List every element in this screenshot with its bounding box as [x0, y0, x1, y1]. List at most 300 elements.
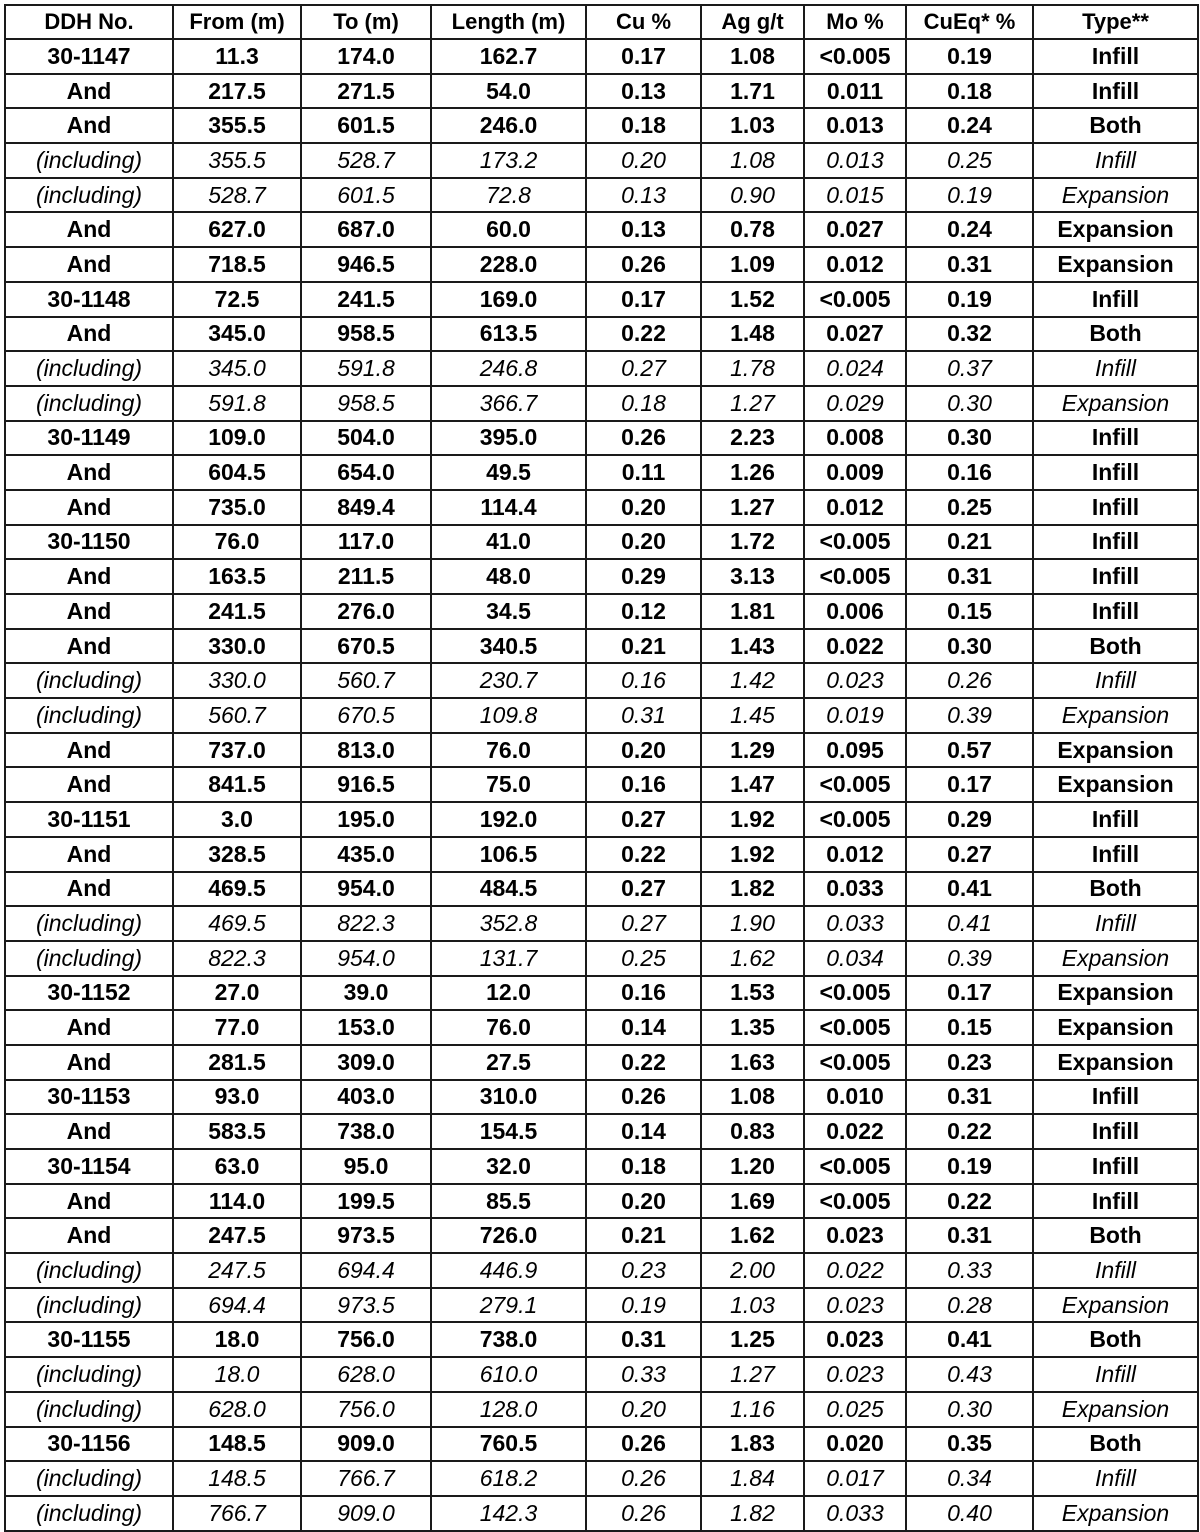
table-row-including: [5, 143, 1198, 178]
cell-to: 813.0: [301, 733, 431, 768]
cell-cueq: 0.26: [906, 663, 1033, 698]
cell-ddh-no: And: [5, 594, 173, 629]
cell-cu: 0.26: [586, 421, 701, 456]
cell-type: Infill: [1033, 1184, 1198, 1219]
cell-length: 246.8: [431, 351, 586, 386]
cell-from: 718.5: [173, 247, 301, 282]
cell-ddh-no: 30-1147: [5, 39, 173, 74]
cell-ddh-no: And: [5, 1184, 173, 1219]
cell-to: 211.5: [301, 559, 431, 594]
cell-to: 954.0: [301, 872, 431, 907]
cell-length: 12.0: [431, 976, 586, 1011]
cell-cueq: 0.15: [906, 1010, 1033, 1045]
cell-type: Infill: [1033, 559, 1198, 594]
cell-cu: 0.26: [586, 1080, 701, 1115]
cell-mo: 0.012: [804, 490, 906, 525]
cell-length: 738.0: [431, 1322, 586, 1357]
table-row: [5, 282, 1198, 317]
cell-length: 230.7: [431, 663, 586, 698]
cell-cu: 0.16: [586, 976, 701, 1011]
cell-from: 114.0: [173, 1184, 301, 1219]
cell-cueq: 0.18: [906, 74, 1033, 109]
table-row: [5, 39, 1198, 74]
cell-mo: 0.033: [804, 1496, 906, 1531]
cell-mo: <0.005: [804, 282, 906, 317]
header-from: From (m): [173, 5, 301, 39]
cell-type: Expansion: [1033, 212, 1198, 247]
cell-type: Infill: [1033, 906, 1198, 941]
cell-from: 355.5: [173, 143, 301, 178]
cell-mo: 0.022: [804, 1114, 906, 1149]
cell-ag: 1.53: [701, 976, 804, 1011]
cell-ag: 1.45: [701, 698, 804, 733]
cell-cueq: 0.30: [906, 386, 1033, 421]
cell-length: 75.0: [431, 767, 586, 802]
cell-mo: 0.034: [804, 941, 906, 976]
cell-from: 627.0: [173, 212, 301, 247]
cell-type: Infill: [1033, 1114, 1198, 1149]
cell-mo: 0.025: [804, 1392, 906, 1427]
cell-cueq: 0.15: [906, 594, 1033, 629]
cell-ag: 3.13: [701, 559, 804, 594]
cell-type: Infill: [1033, 74, 1198, 109]
cell-from: 163.5: [173, 559, 301, 594]
table-row: [5, 1080, 1198, 1115]
cell-from: 18.0: [173, 1322, 301, 1357]
header-to: To (m): [301, 5, 431, 39]
cell-ddh-no: (including): [5, 906, 173, 941]
cell-mo: 0.033: [804, 906, 906, 941]
cell-to: 756.0: [301, 1322, 431, 1357]
cell-length: 618.2: [431, 1461, 586, 1496]
cell-ddh-no: And: [5, 455, 173, 490]
cell-to: 153.0: [301, 1010, 431, 1045]
cell-ddh-no: And: [5, 733, 173, 768]
table-row: [5, 1010, 1198, 1045]
cell-length: 395.0: [431, 421, 586, 456]
cell-ag: 1.08: [701, 143, 804, 178]
table-row: [5, 455, 1198, 490]
cell-cu: 0.18: [586, 1149, 701, 1184]
cell-from: 345.0: [173, 317, 301, 352]
cell-to: 39.0: [301, 976, 431, 1011]
cell-type: Expansion: [1033, 733, 1198, 768]
table-row: [5, 421, 1198, 456]
cell-from: 469.5: [173, 906, 301, 941]
cell-ddh-no: (including): [5, 178, 173, 213]
cell-ag: 1.16: [701, 1392, 804, 1427]
cell-mo: <0.005: [804, 39, 906, 74]
cell-length: 32.0: [431, 1149, 586, 1184]
cell-type: Expansion: [1033, 698, 1198, 733]
cell-ag: 1.03: [701, 108, 804, 143]
cell-length: 279.1: [431, 1288, 586, 1323]
cell-cu: 0.13: [586, 212, 701, 247]
table-row-including: [5, 178, 1198, 213]
cell-cueq: 0.25: [906, 143, 1033, 178]
cell-cueq: 0.17: [906, 767, 1033, 802]
table-row: [5, 1114, 1198, 1149]
cell-mo: <0.005: [804, 1045, 906, 1080]
cell-type: Both: [1033, 1218, 1198, 1253]
cell-ag: 1.52: [701, 282, 804, 317]
cell-to: 909.0: [301, 1496, 431, 1531]
cell-ddh-no: And: [5, 767, 173, 802]
cell-ddh-no: (including): [5, 143, 173, 178]
cell-to: 670.5: [301, 629, 431, 664]
cell-mo: 0.012: [804, 247, 906, 282]
table-row: [5, 212, 1198, 247]
cell-cueq: 0.31: [906, 559, 1033, 594]
cell-from: 694.4: [173, 1288, 301, 1323]
cell-to: 271.5: [301, 74, 431, 109]
table-row-including: [5, 941, 1198, 976]
table-row-including: [5, 1288, 1198, 1323]
cell-cueq: 0.21: [906, 525, 1033, 560]
cell-ag: 1.29: [701, 733, 804, 768]
cell-from: 330.0: [173, 629, 301, 664]
cell-ag: 1.82: [701, 1496, 804, 1531]
cell-type: Both: [1033, 629, 1198, 664]
cell-cu: 0.22: [586, 1045, 701, 1080]
cell-cueq: 0.25: [906, 490, 1033, 525]
cell-to: 694.4: [301, 1253, 431, 1288]
cell-mo: 0.024: [804, 351, 906, 386]
cell-length: 340.5: [431, 629, 586, 664]
cell-cu: 0.19: [586, 1288, 701, 1323]
cell-cu: 0.20: [586, 733, 701, 768]
cell-mo: <0.005: [804, 976, 906, 1011]
cell-cueq: 0.31: [906, 1218, 1033, 1253]
cell-to: 117.0: [301, 525, 431, 560]
cell-cueq: 0.24: [906, 108, 1033, 143]
cell-cu: 0.14: [586, 1114, 701, 1149]
cell-mo: 0.010: [804, 1080, 906, 1115]
cell-ag: 1.43: [701, 629, 804, 664]
cell-to: 766.7: [301, 1461, 431, 1496]
cell-mo: <0.005: [804, 559, 906, 594]
cell-from: 822.3: [173, 941, 301, 976]
table-row: [5, 629, 1198, 664]
cell-ag: 1.72: [701, 525, 804, 560]
table-row: [5, 490, 1198, 525]
cell-cueq: 0.29: [906, 802, 1033, 837]
cell-cueq: 0.39: [906, 698, 1033, 733]
cell-to: 756.0: [301, 1392, 431, 1427]
table-row: [5, 594, 1198, 629]
cell-to: 276.0: [301, 594, 431, 629]
cell-ddh-no: And: [5, 629, 173, 664]
table-row: [5, 872, 1198, 907]
cell-to: 628.0: [301, 1357, 431, 1392]
cell-to: 601.5: [301, 178, 431, 213]
cell-ag: 1.26: [701, 455, 804, 490]
cell-to: 687.0: [301, 212, 431, 247]
cell-from: 355.5: [173, 108, 301, 143]
cell-mo: 0.009: [804, 455, 906, 490]
cell-from: 628.0: [173, 1392, 301, 1427]
table-body: [5, 39, 1198, 1531]
cell-type: Expansion: [1033, 386, 1198, 421]
cell-ag: 2.00: [701, 1253, 804, 1288]
cell-type: Infill: [1033, 594, 1198, 629]
cell-cueq: 0.24: [906, 212, 1033, 247]
cell-ag: 1.62: [701, 1218, 804, 1253]
cell-ag: 1.03: [701, 1288, 804, 1323]
table-row-including: [5, 906, 1198, 941]
cell-ag: 1.71: [701, 74, 804, 109]
cell-from: 247.5: [173, 1218, 301, 1253]
cell-ddh-no: 30-1154: [5, 1149, 173, 1184]
header-cueq: CuEq* %: [906, 5, 1033, 39]
cell-from: 72.5: [173, 282, 301, 317]
cell-length: 228.0: [431, 247, 586, 282]
cell-ddh-no: 30-1151: [5, 802, 173, 837]
cell-ddh-no: 30-1149: [5, 421, 173, 456]
cell-mo: 0.023: [804, 1288, 906, 1323]
cell-from: 63.0: [173, 1149, 301, 1184]
cell-type: Infill: [1033, 282, 1198, 317]
cell-ag: 1.42: [701, 663, 804, 698]
header-mo: Mo %: [804, 5, 906, 39]
cell-cueq: 0.41: [906, 872, 1033, 907]
cell-cueq: 0.43: [906, 1357, 1033, 1392]
cell-length: 310.0: [431, 1080, 586, 1115]
cell-length: 352.8: [431, 906, 586, 941]
cell-type: Expansion: [1033, 976, 1198, 1011]
cell-to: 916.5: [301, 767, 431, 802]
cell-ddh-no: And: [5, 872, 173, 907]
header-ag: Ag g/t: [701, 5, 804, 39]
cell-from: 76.0: [173, 525, 301, 560]
cell-mo: <0.005: [804, 1149, 906, 1184]
cell-cueq: 0.33: [906, 1253, 1033, 1288]
header-cu: Cu %: [586, 5, 701, 39]
cell-ddh-no: (including): [5, 663, 173, 698]
cell-to: 946.5: [301, 247, 431, 282]
cell-length: 48.0: [431, 559, 586, 594]
table-row-including: [5, 698, 1198, 733]
table-row: [5, 1045, 1198, 1080]
cell-cu: 0.21: [586, 1218, 701, 1253]
cell-ddh-no: (including): [5, 1496, 173, 1531]
cell-mo: <0.005: [804, 1184, 906, 1219]
cell-ag: 0.90: [701, 178, 804, 213]
cell-cueq: 0.31: [906, 1080, 1033, 1115]
cell-cu: 0.27: [586, 906, 701, 941]
cell-ag: 0.83: [701, 1114, 804, 1149]
cell-cu: 0.26: [586, 1496, 701, 1531]
cell-cu: 0.22: [586, 837, 701, 872]
cell-ag: 1.83: [701, 1427, 804, 1462]
cell-ddh-no: (including): [5, 1357, 173, 1392]
table-row: [5, 247, 1198, 282]
cell-type: Expansion: [1033, 767, 1198, 802]
cell-from: 841.5: [173, 767, 301, 802]
cell-from: 217.5: [173, 74, 301, 109]
cell-ddh-no: 30-1153: [5, 1080, 173, 1115]
cell-length: 76.0: [431, 733, 586, 768]
cell-from: 77.0: [173, 1010, 301, 1045]
cell-length: 72.8: [431, 178, 586, 213]
cell-to: 822.3: [301, 906, 431, 941]
cell-from: 330.0: [173, 663, 301, 698]
cell-type: Infill: [1033, 663, 1198, 698]
cell-ag: 1.09: [701, 247, 804, 282]
cell-length: 366.7: [431, 386, 586, 421]
cell-cu: 0.27: [586, 802, 701, 837]
cell-mo: 0.011: [804, 74, 906, 109]
cell-cu: 0.20: [586, 1184, 701, 1219]
cell-mo: 0.020: [804, 1427, 906, 1462]
cell-from: 109.0: [173, 421, 301, 456]
cell-cu: 0.20: [586, 525, 701, 560]
drill-results-table: [4, 4, 1199, 1532]
cell-mo: 0.023: [804, 663, 906, 698]
cell-cu: 0.27: [586, 351, 701, 386]
cell-cu: 0.13: [586, 178, 701, 213]
cell-ddh-no: And: [5, 317, 173, 352]
cell-type: Infill: [1033, 1461, 1198, 1496]
cell-cu: 0.14: [586, 1010, 701, 1045]
cell-cu: 0.18: [586, 386, 701, 421]
table-row-including: [5, 1496, 1198, 1531]
table-row-including: [5, 386, 1198, 421]
cell-ddh-no: And: [5, 559, 173, 594]
cell-mo: 0.027: [804, 317, 906, 352]
cell-cueq: 0.16: [906, 455, 1033, 490]
table-row: [5, 74, 1198, 109]
cell-to: 909.0: [301, 1427, 431, 1462]
cell-ag: 1.90: [701, 906, 804, 941]
cell-to: 528.7: [301, 143, 431, 178]
cell-type: Infill: [1033, 1253, 1198, 1288]
cell-ddh-no: And: [5, 74, 173, 109]
cell-from: 27.0: [173, 976, 301, 1011]
cell-ag: 1.62: [701, 941, 804, 976]
cell-ag: 1.78: [701, 351, 804, 386]
cell-ag: 1.48: [701, 317, 804, 352]
cell-type: Expansion: [1033, 1045, 1198, 1080]
cell-ag: 1.81: [701, 594, 804, 629]
cell-ag: 1.63: [701, 1045, 804, 1080]
cell-mo: 0.023: [804, 1357, 906, 1392]
cell-to: 435.0: [301, 837, 431, 872]
table-row: [5, 1218, 1198, 1253]
cell-to: 174.0: [301, 39, 431, 74]
table-row: [5, 976, 1198, 1011]
cell-cueq: 0.30: [906, 629, 1033, 664]
cell-ddh-no: (including): [5, 1288, 173, 1323]
cell-ag: 2.23: [701, 421, 804, 456]
cell-ddh-no: (including): [5, 1461, 173, 1496]
cell-cu: 0.20: [586, 1392, 701, 1427]
cell-length: 154.5: [431, 1114, 586, 1149]
table-row-including: [5, 1392, 1198, 1427]
cell-cueq: 0.57: [906, 733, 1033, 768]
cell-type: Expansion: [1033, 1392, 1198, 1427]
header-length: Length (m): [431, 5, 586, 39]
cell-mo: 0.095: [804, 733, 906, 768]
cell-length: 169.0: [431, 282, 586, 317]
cell-mo: 0.006: [804, 594, 906, 629]
cell-cu: 0.29: [586, 559, 701, 594]
cell-to: 199.5: [301, 1184, 431, 1219]
cell-cueq: 0.40: [906, 1496, 1033, 1531]
cell-length: 128.0: [431, 1392, 586, 1427]
cell-to: 241.5: [301, 282, 431, 317]
cell-length: 760.5: [431, 1427, 586, 1462]
cell-cueq: 0.30: [906, 421, 1033, 456]
cell-from: 328.5: [173, 837, 301, 872]
cell-ddh-no: And: [5, 1010, 173, 1045]
cell-cu: 0.25: [586, 941, 701, 976]
cell-ag: 1.92: [701, 802, 804, 837]
cell-ddh-no: (including): [5, 941, 173, 976]
cell-from: 766.7: [173, 1496, 301, 1531]
drill-results-table-container: [4, 4, 1197, 1532]
cell-from: 247.5: [173, 1253, 301, 1288]
cell-to: 954.0: [301, 941, 431, 976]
cell-length: 246.0: [431, 108, 586, 143]
cell-cueq: 0.19: [906, 178, 1033, 213]
cell-ddh-no: And: [5, 1218, 173, 1253]
cell-cueq: 0.27: [906, 837, 1033, 872]
cell-ddh-no: (including): [5, 1392, 173, 1427]
cell-type: Infill: [1033, 455, 1198, 490]
cell-cueq: 0.23: [906, 1045, 1033, 1080]
cell-length: 85.5: [431, 1184, 586, 1219]
cell-from: 735.0: [173, 490, 301, 525]
cell-length: 162.7: [431, 39, 586, 74]
cell-cu: 0.13: [586, 74, 701, 109]
cell-ag: 1.92: [701, 837, 804, 872]
cell-mo: 0.033: [804, 872, 906, 907]
table-row: [5, 108, 1198, 143]
cell-cueq: 0.41: [906, 906, 1033, 941]
cell-type: Infill: [1033, 143, 1198, 178]
cell-ag: 1.27: [701, 490, 804, 525]
cell-ddh-no: And: [5, 1114, 173, 1149]
cell-type: Expansion: [1033, 941, 1198, 976]
cell-mo: <0.005: [804, 525, 906, 560]
cell-type: Infill: [1033, 351, 1198, 386]
cell-ag: 1.27: [701, 1357, 804, 1392]
cell-ag: 1.08: [701, 1080, 804, 1115]
table-row-including: [5, 1461, 1198, 1496]
cell-cueq: 0.28: [906, 1288, 1033, 1323]
cell-cu: 0.26: [586, 1461, 701, 1496]
cell-ddh-no: 30-1150: [5, 525, 173, 560]
cell-ddh-no: 30-1148: [5, 282, 173, 317]
cell-length: 142.3: [431, 1496, 586, 1531]
table-row: [5, 733, 1198, 768]
cell-ddh-no: And: [5, 837, 173, 872]
cell-mo: 0.013: [804, 143, 906, 178]
cell-length: 613.5: [431, 317, 586, 352]
cell-to: 849.4: [301, 490, 431, 525]
cell-ag: 1.84: [701, 1461, 804, 1496]
cell-type: Both: [1033, 872, 1198, 907]
cell-cueq: 0.32: [906, 317, 1033, 352]
cell-length: 726.0: [431, 1218, 586, 1253]
table-row-including: [5, 1253, 1198, 1288]
cell-length: 60.0: [431, 212, 586, 247]
cell-from: 560.7: [173, 698, 301, 733]
cell-length: 114.4: [431, 490, 586, 525]
cell-to: 591.8: [301, 351, 431, 386]
cell-ddh-no: 30-1152: [5, 976, 173, 1011]
